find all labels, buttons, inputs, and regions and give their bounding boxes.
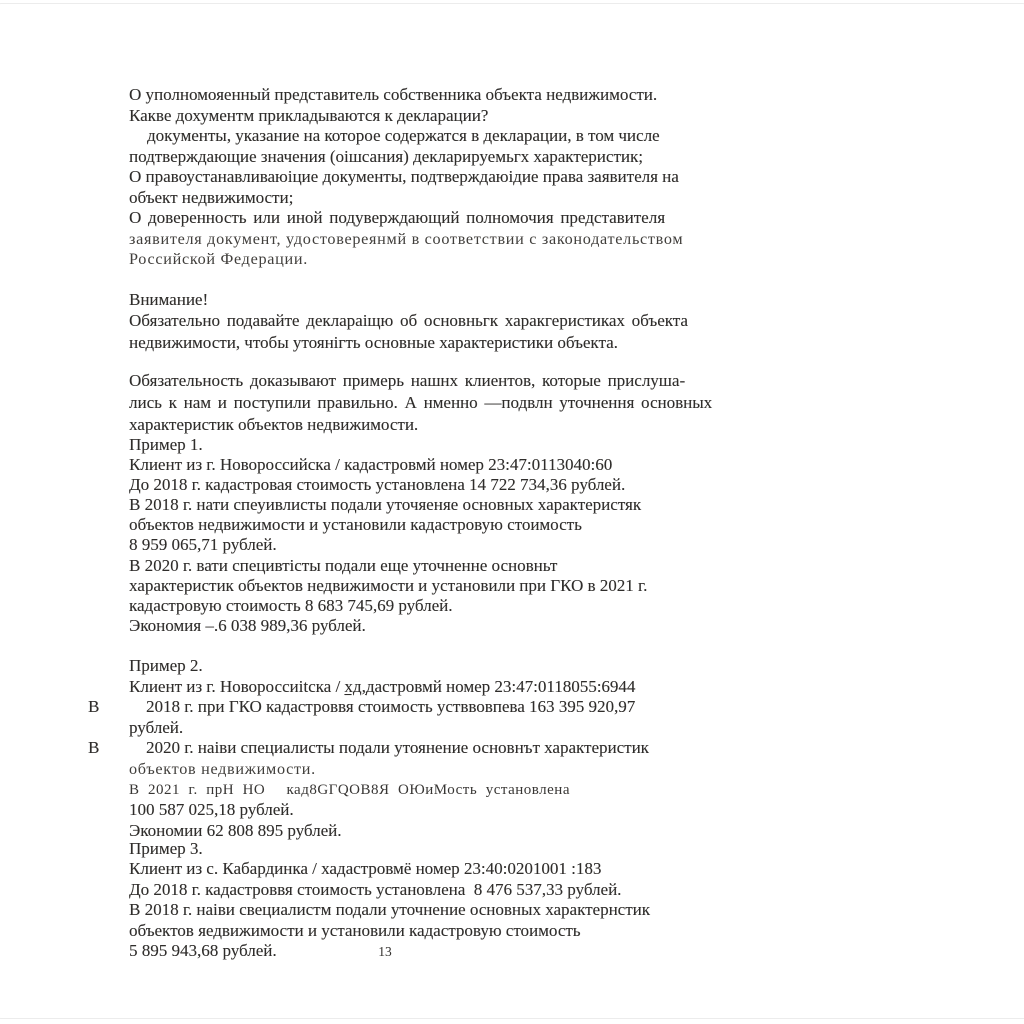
example-2 (88, 656, 649, 841)
example-1-title: Пример 1. (129, 435, 203, 454)
text-line: объект недвижимости; (129, 187, 294, 207)
text-line: 8 959 065,71 рублей. (129, 535, 277, 555)
text-line: Обязательность доказывают примерь нашнх клиентов, которые прислуша- (129, 371, 686, 390)
text-line: лись к нам и поступили правильно. А нменно —подвлн уточнення основных (129, 393, 713, 412)
text-line: Экономии 62 808 895 рублей. (129, 820, 342, 840)
text-line: объектов яедвижимости и установили кадастровую стоимость (129, 920, 581, 940)
text-line: Клиент из г. Новороссийска / кадастровмй номер 23:47:0113040:60 (129, 455, 613, 475)
text-line: объектов недвижимости и установили кадастровую стоимость (129, 515, 582, 535)
text-line: Клиент из с. Кабардинка / хадастровмё номер 23:40:0201001 :183 (129, 859, 602, 879)
client-text: дастровмй номер 23:47:0118055:6944 (365, 676, 636, 696)
text-line: объектов недвижимости. (129, 759, 316, 778)
example-1 (129, 435, 647, 636)
text-line: О правоустанавливаюіцие документы, подтверждаюідие права заявителя на (129, 167, 679, 186)
client-text: Клиент из г. Новороссиіtска / (129, 676, 345, 696)
text-line: характеристик объектов недвижимости. (129, 415, 419, 434)
text-line: заявителя документ, удостовереянмй в соответствии с законодательством (129, 229, 684, 248)
text-line: Обязательно подавайте деклараіщю об основньгк харакгеристиках объекта (129, 311, 688, 331)
text-line: недвижимости, чтобы утоянігть основные характеристики объекта. (129, 332, 618, 352)
text-line: Экономия –.6 038 989,36 рублей. (129, 615, 366, 635)
margin-letter: В (88, 738, 100, 758)
text-line: В 2020 г. вати специвтісты подали еще уточненне основньт (129, 555, 558, 575)
text-line: 100 587 025,18 рублей. (129, 800, 294, 820)
client-line (129, 677, 649, 698)
underlined-text: хд, (344, 676, 366, 696)
text-line: В 2018 г. наіви свециалистм подали уточнение основных характернстик (129, 900, 651, 920)
text-line: документы, указание на которое содержатся в декларации, в том числе (147, 126, 660, 145)
text-line: кадастровую стоимость 8 683 745,69 рублей. (129, 595, 453, 615)
text-line: Российской Федерации. (129, 250, 309, 268)
text-line: 5 895 943,68 рублей. (129, 940, 277, 960)
text-line: Какве дохументм прикладываются к декларации? (129, 105, 489, 125)
text-line: В 2018 г. нати спеуивлисты подали уточяеняе основных характеристяк (129, 495, 642, 515)
text-line: подтверждающие значения (оішсания) декларируемьгх характеристик; (129, 146, 643, 166)
text-line (88, 738, 649, 759)
text-line (88, 697, 649, 718)
text-line: В 2021 г. прН НО кад8GГQОВ8Я ОЮиМость установлена (129, 781, 570, 798)
line-text: 2020 г. наіви специалисты подали утоянение основнът характеристик (146, 738, 649, 758)
intro-paragraph (129, 85, 683, 270)
attention-heading: Внимание! (129, 290, 209, 309)
text-line: До 2018 г. кадастровая стоимость установлена 14 722 734,36 рублей. (129, 475, 626, 495)
page-number: 13 (378, 944, 392, 959)
text-line: характеристик объектов недвижимости и установили при ГКО в 2021 г. (129, 575, 648, 595)
margin-letter: В (88, 697, 100, 717)
text-line: рублей. (129, 717, 184, 737)
example-3 (129, 839, 650, 961)
example-3-title: Пример 3. (129, 839, 203, 858)
text-line: О доверенность или иной подуверждающий полномочия представителя (129, 208, 666, 227)
text-line: До 2018 г. кадастроввя стоимость установлена 8 476 537,33 рублей. (129, 879, 622, 899)
line-text: 2018 г. при ГКО кадастроввя стоимость устввовпева 163 395 920,97 (146, 697, 636, 717)
text-line: О уполномояенный представитель собственника объекта недвижимости. (129, 85, 658, 104)
obligation-paragraph (129, 370, 712, 436)
attention-paragraph (129, 289, 688, 353)
example-2-title: Пример 2. (129, 656, 203, 675)
